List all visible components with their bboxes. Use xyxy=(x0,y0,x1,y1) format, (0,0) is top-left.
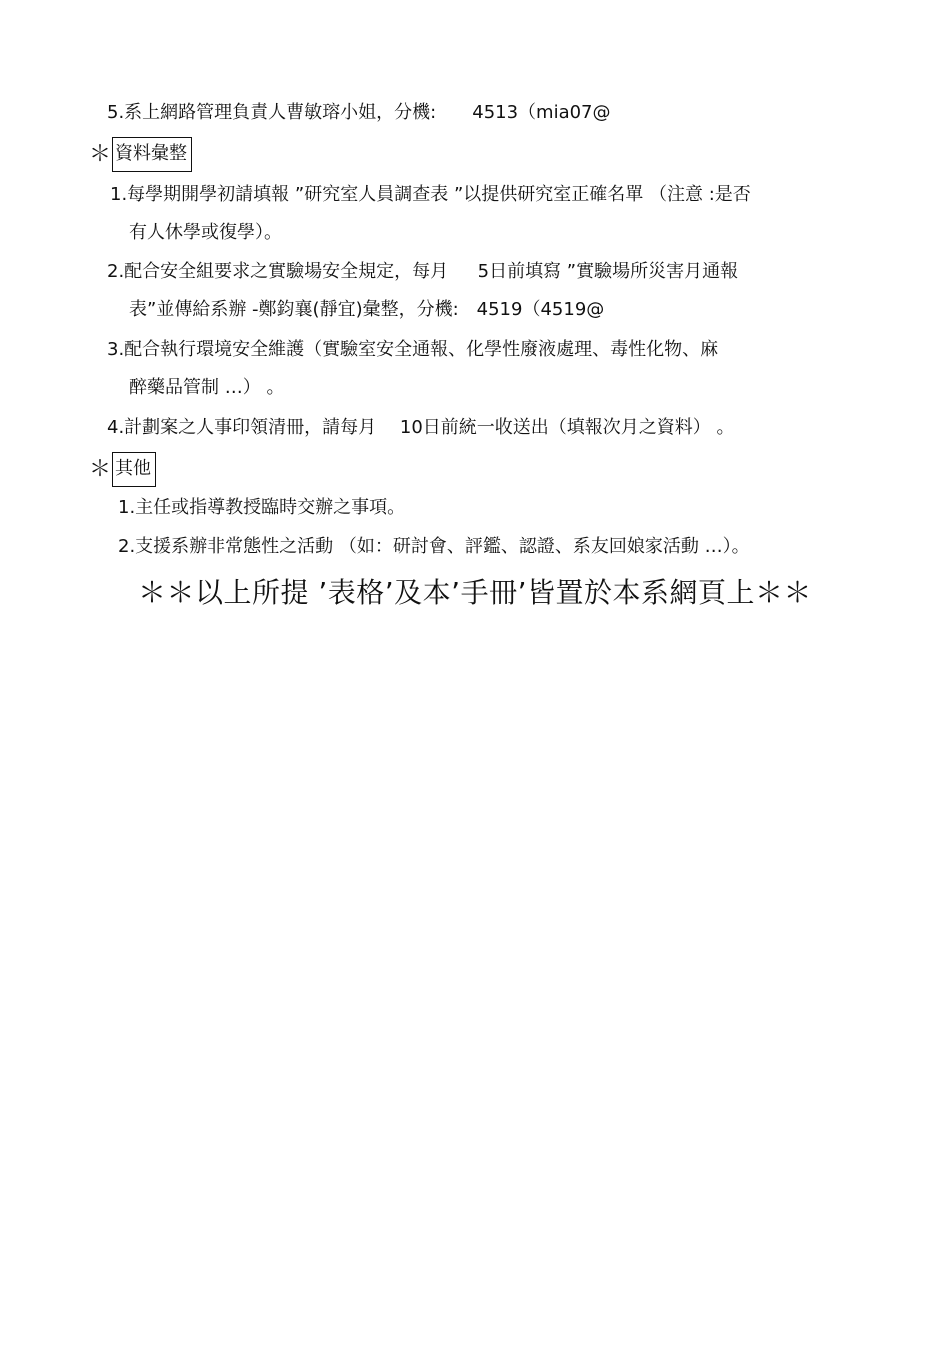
data-item-3: 3.配合執行環境安全維護（實驗室安全通報、化學性廢液處理、毒性化物、麻 xyxy=(107,339,719,360)
section-title-data: 資料彙整 xyxy=(112,137,192,172)
data-item-2: 2.配合安全組要求之實驗場安全規定，每月 5日前填寫 ”實驗場所災害月通報 xyxy=(107,261,739,282)
section-heading-data xyxy=(89,137,192,172)
data-item-2-cont: 表”並傳給系辦 -鄭鈞襄(靜宜)彙整，分機: 4519（4519@ xyxy=(129,299,605,320)
footer-note: ＊＊以上所提 ’表格’及本’手冊’皆置於本系網頁上＊＊ xyxy=(137,576,812,609)
item-5-network-contact: 5.系上網路管理負責人曹敏瑢小姐，分機: 4513（mia07@ xyxy=(107,102,611,123)
section-heading-other xyxy=(89,452,156,487)
data-item-4: 4.計劃案之人事印領清冊，請每月 10日前統一收送出（填報次月之資料） 。 xyxy=(107,417,735,438)
data-item-1: 1.每學期開學初請填報 ”研究室人員調查表 ”以提供研究室正確名單 （注意 :是否 xyxy=(110,184,751,205)
other-item-2: 2.支援系辦非常態性之活動 （如：研討會、評鑑、認證、系友回娘家活動 …）。 xyxy=(118,536,750,557)
data-item-3-cont: 醉藥品管制 …） 。 xyxy=(129,377,285,398)
section-title-other: 其他 xyxy=(112,452,156,487)
data-item-1-cont: 有人休學或復學）。 xyxy=(129,222,282,243)
asterisk-bullet: ＊ xyxy=(89,141,112,167)
asterisk-bullet: ＊ xyxy=(89,456,112,482)
other-item-1: 1.主任或指導教授臨時交辦之事項。 xyxy=(118,497,406,518)
